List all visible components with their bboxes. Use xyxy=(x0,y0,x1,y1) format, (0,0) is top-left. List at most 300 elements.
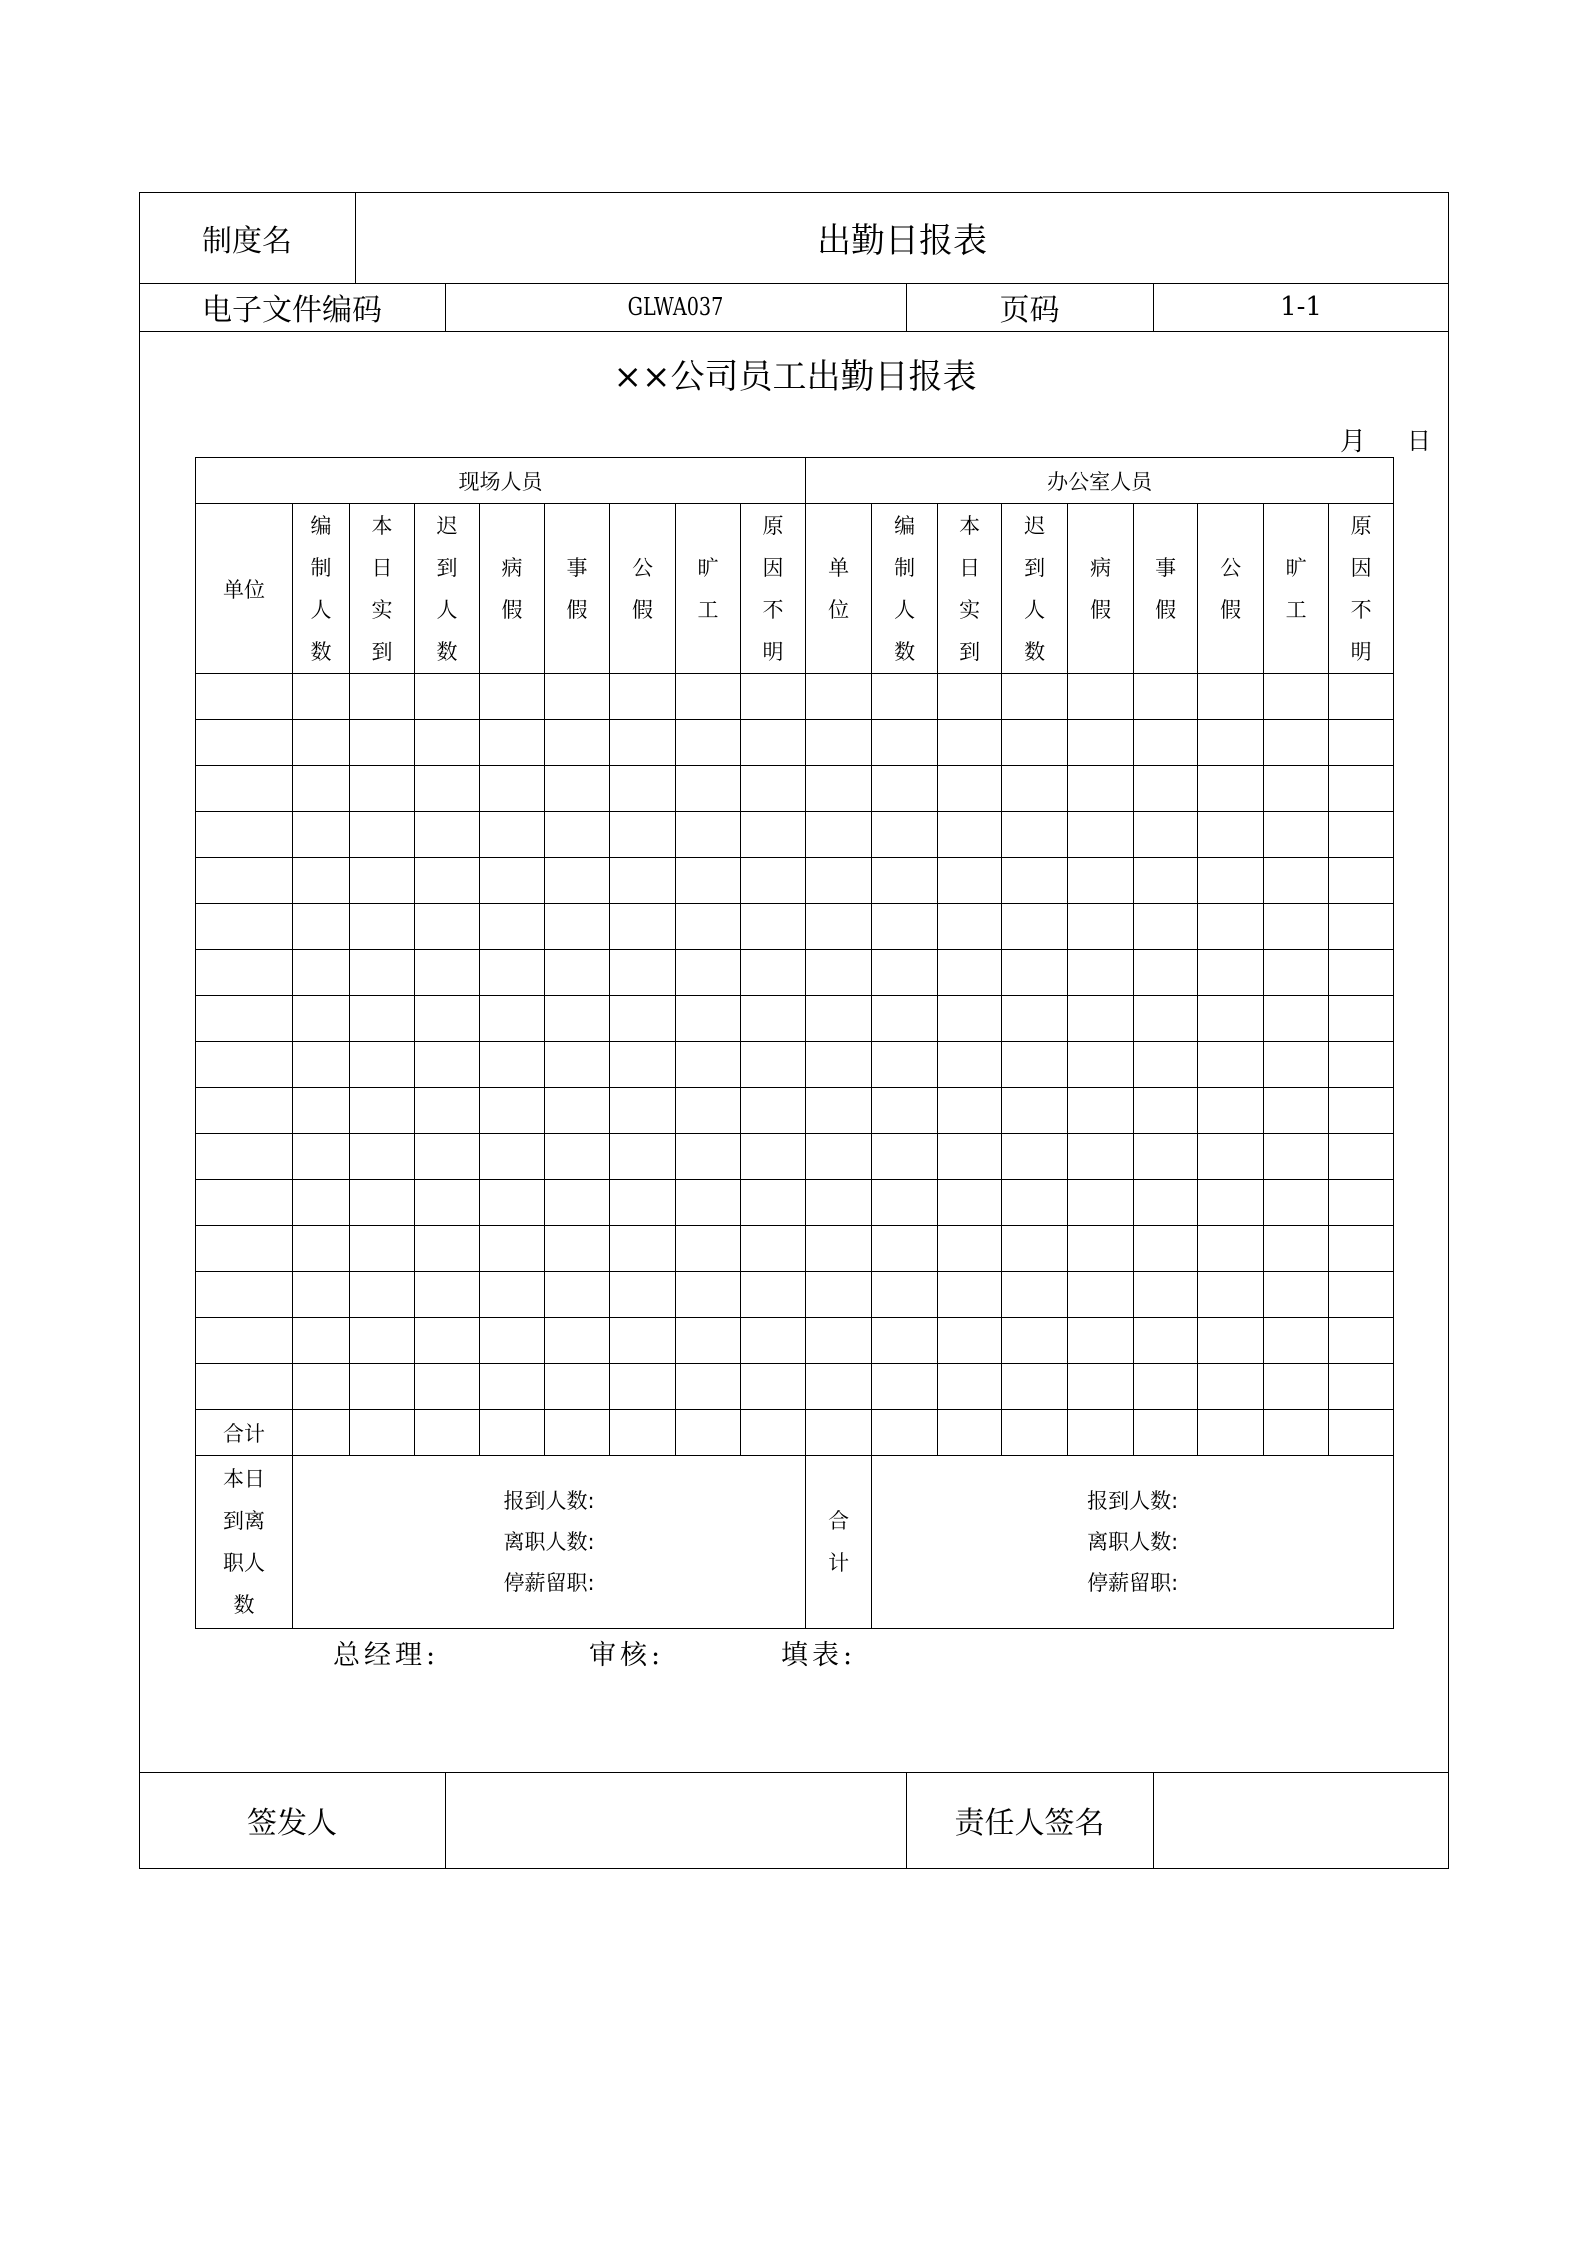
table-cell[interactable] xyxy=(1002,1042,1068,1088)
table-cell[interactable] xyxy=(806,812,872,858)
table-cell[interactable] xyxy=(1329,812,1394,858)
table-cell[interactable] xyxy=(1198,950,1264,996)
table-cell[interactable] xyxy=(350,1042,415,1088)
table-cell[interactable] xyxy=(1264,1272,1329,1318)
table-cell[interactable] xyxy=(741,858,806,904)
table-cell[interactable] xyxy=(676,720,741,766)
table-cell[interactable] xyxy=(545,812,610,858)
table-cell[interactable] xyxy=(293,1088,350,1134)
table-cell[interactable] xyxy=(1002,1226,1068,1272)
table-cell[interactable] xyxy=(1329,1318,1394,1364)
table-cell[interactable] xyxy=(545,766,610,812)
table-cell[interactable] xyxy=(1264,904,1329,950)
responsible-signature-field[interactable] xyxy=(1153,1772,1449,1868)
total-cell[interactable] xyxy=(545,1410,610,1456)
reviewer-signature[interactable]: 审核: xyxy=(589,1640,665,1671)
table-cell[interactable] xyxy=(806,674,872,720)
table-cell[interactable] xyxy=(415,766,480,812)
table-cell[interactable] xyxy=(610,1088,676,1134)
table-cell[interactable] xyxy=(741,766,806,812)
table-cell[interactable] xyxy=(1002,858,1068,904)
onsite-movement-fields[interactable] xyxy=(293,1456,806,1629)
table-cell[interactable] xyxy=(1068,1364,1134,1410)
table-cell[interactable] xyxy=(545,1226,610,1272)
table-cell[interactable] xyxy=(1198,1088,1264,1134)
table-cell[interactable] xyxy=(1134,904,1198,950)
table-cell[interactable] xyxy=(1329,904,1394,950)
table-cell[interactable] xyxy=(676,1134,741,1180)
table-cell[interactable] xyxy=(545,1364,610,1410)
table-cell[interactable] xyxy=(1134,950,1198,996)
table-cell[interactable] xyxy=(1329,996,1394,1042)
table-cell[interactable] xyxy=(1068,812,1134,858)
table-cell[interactable] xyxy=(610,720,676,766)
table-cell[interactable] xyxy=(480,1318,545,1364)
table-cell[interactable] xyxy=(1264,950,1329,996)
table-cell[interactable] xyxy=(938,720,1002,766)
table-cell[interactable] xyxy=(676,858,741,904)
table-cell[interactable] xyxy=(676,1364,741,1410)
table-cell[interactable] xyxy=(806,1318,872,1364)
table-cell[interactable] xyxy=(610,812,676,858)
table-cell[interactable] xyxy=(1068,1318,1134,1364)
table-cell[interactable] xyxy=(350,766,415,812)
table-cell[interactable] xyxy=(293,1318,350,1364)
table-cell[interactable] xyxy=(872,1088,938,1134)
table-cell[interactable] xyxy=(480,812,545,858)
table-cell[interactable] xyxy=(1068,720,1134,766)
table-cell[interactable] xyxy=(806,1134,872,1180)
table-cell[interactable] xyxy=(1198,996,1264,1042)
table-cell[interactable] xyxy=(293,1364,350,1410)
total-cell[interactable] xyxy=(741,1410,806,1456)
table-cell[interactable] xyxy=(350,1088,415,1134)
table-cell[interactable] xyxy=(1134,766,1198,812)
total-cell[interactable] xyxy=(1264,1410,1329,1456)
total-cell[interactable] xyxy=(293,1410,350,1456)
table-cell[interactable] xyxy=(415,904,480,950)
table-cell[interactable] xyxy=(610,1318,676,1364)
table-cell[interactable] xyxy=(1198,1180,1264,1226)
table-cell[interactable] xyxy=(872,812,938,858)
table-cell[interactable] xyxy=(938,996,1002,1042)
table-cell[interactable] xyxy=(1134,858,1198,904)
table-cell[interactable] xyxy=(1068,1042,1134,1088)
table-cell[interactable] xyxy=(1068,1134,1134,1180)
table-cell[interactable] xyxy=(610,996,676,1042)
table-cell[interactable] xyxy=(872,1042,938,1088)
table-cell[interactable] xyxy=(806,766,872,812)
table-cell[interactable] xyxy=(293,858,350,904)
table-cell[interactable] xyxy=(480,674,545,720)
table-cell[interactable] xyxy=(1198,812,1264,858)
table-cell[interactable] xyxy=(1264,720,1329,766)
table-cell[interactable] xyxy=(1134,674,1198,720)
table-cell[interactable] xyxy=(806,1042,872,1088)
table-cell[interactable] xyxy=(415,812,480,858)
table-cell[interactable] xyxy=(415,1180,480,1226)
table-cell[interactable] xyxy=(741,720,806,766)
table-cell[interactable] xyxy=(1264,812,1329,858)
table-cell[interactable] xyxy=(1068,858,1134,904)
table-cell[interactable] xyxy=(350,950,415,996)
table-cell[interactable] xyxy=(545,1180,610,1226)
table-cell[interactable] xyxy=(1198,766,1264,812)
table-cell[interactable] xyxy=(938,766,1002,812)
table-cell[interactable] xyxy=(196,1318,293,1364)
table-cell[interactable] xyxy=(872,766,938,812)
table-cell[interactable] xyxy=(293,904,350,950)
table-cell[interactable] xyxy=(676,1226,741,1272)
table-cell[interactable] xyxy=(196,950,293,996)
table-cell[interactable] xyxy=(938,674,1002,720)
table-cell[interactable] xyxy=(1002,674,1068,720)
table-cell[interactable] xyxy=(1329,1272,1394,1318)
table-cell[interactable] xyxy=(1329,858,1394,904)
table-cell[interactable] xyxy=(1198,1272,1264,1318)
table-cell[interactable] xyxy=(196,1088,293,1134)
table-cell[interactable] xyxy=(196,1042,293,1088)
table-cell[interactable] xyxy=(1134,1272,1198,1318)
total-cell[interactable] xyxy=(1329,1410,1394,1456)
table-cell[interactable] xyxy=(741,1272,806,1318)
issuer-field[interactable] xyxy=(445,1772,906,1868)
table-cell[interactable] xyxy=(415,858,480,904)
total-cell[interactable] xyxy=(806,1410,872,1456)
table-cell[interactable] xyxy=(741,904,806,950)
table-cell[interactable] xyxy=(196,674,293,720)
table-cell[interactable] xyxy=(938,1364,1002,1410)
table-cell[interactable] xyxy=(676,904,741,950)
table-cell[interactable] xyxy=(350,1318,415,1364)
table-cell[interactable] xyxy=(1264,1364,1329,1410)
table-cell[interactable] xyxy=(610,950,676,996)
table-cell[interactable] xyxy=(741,1042,806,1088)
table-cell[interactable] xyxy=(196,766,293,812)
table-cell[interactable] xyxy=(872,1134,938,1180)
table-cell[interactable] xyxy=(676,996,741,1042)
table-cell[interactable] xyxy=(350,1134,415,1180)
table-cell[interactable] xyxy=(610,766,676,812)
table-cell[interactable] xyxy=(1264,1318,1329,1364)
table-cell[interactable] xyxy=(676,674,741,720)
table-cell[interactable] xyxy=(1068,766,1134,812)
table-cell[interactable] xyxy=(415,1364,480,1410)
table-cell[interactable] xyxy=(676,1272,741,1318)
table-cell[interactable] xyxy=(1134,1226,1198,1272)
table-cell[interactable] xyxy=(350,858,415,904)
table-cell[interactable] xyxy=(480,996,545,1042)
table-cell[interactable] xyxy=(741,674,806,720)
total-cell[interactable] xyxy=(1068,1410,1134,1456)
table-cell[interactable] xyxy=(806,1364,872,1410)
table-cell[interactable] xyxy=(480,858,545,904)
table-cell[interactable] xyxy=(1329,766,1394,812)
table-cell[interactable] xyxy=(415,1042,480,1088)
table-cell[interactable] xyxy=(1198,674,1264,720)
table-cell[interactable] xyxy=(350,996,415,1042)
table-cell[interactable] xyxy=(545,1042,610,1088)
total-cell[interactable] xyxy=(415,1410,480,1456)
table-cell[interactable] xyxy=(1198,1318,1264,1364)
table-cell[interactable] xyxy=(1329,1088,1394,1134)
total-cell[interactable] xyxy=(938,1410,1002,1456)
table-cell[interactable] xyxy=(1134,812,1198,858)
table-cell[interactable] xyxy=(415,1134,480,1180)
table-cell[interactable] xyxy=(806,904,872,950)
table-cell[interactable] xyxy=(196,996,293,1042)
table-cell[interactable] xyxy=(806,1226,872,1272)
table-cell[interactable] xyxy=(1134,1364,1198,1410)
table-cell[interactable] xyxy=(293,766,350,812)
table-cell[interactable] xyxy=(1264,1226,1329,1272)
table-cell[interactable] xyxy=(196,1226,293,1272)
table-cell[interactable] xyxy=(806,996,872,1042)
table-cell[interactable] xyxy=(545,674,610,720)
table-cell[interactable] xyxy=(872,1180,938,1226)
preparer-signature[interactable]: 填表: xyxy=(781,1640,857,1671)
table-cell[interactable] xyxy=(545,904,610,950)
table-cell[interactable] xyxy=(1002,996,1068,1042)
table-cell[interactable] xyxy=(545,1134,610,1180)
table-cell[interactable] xyxy=(1134,1180,1198,1226)
table-cell[interactable] xyxy=(1002,766,1068,812)
total-cell[interactable] xyxy=(480,1410,545,1456)
table-cell[interactable] xyxy=(1134,996,1198,1042)
table-cell[interactable] xyxy=(938,1318,1002,1364)
table-cell[interactable] xyxy=(741,1318,806,1364)
table-cell[interactable] xyxy=(415,720,480,766)
office-movement-fields[interactable] xyxy=(872,1456,1394,1629)
table-cell[interactable] xyxy=(1068,1180,1134,1226)
table-cell[interactable] xyxy=(415,674,480,720)
table-cell[interactable] xyxy=(293,1180,350,1226)
total-cell[interactable] xyxy=(610,1410,676,1456)
table-cell[interactable] xyxy=(1198,1364,1264,1410)
table-cell[interactable] xyxy=(1068,1226,1134,1272)
table-cell[interactable] xyxy=(480,766,545,812)
table-cell[interactable] xyxy=(1002,1180,1068,1226)
table-cell[interactable] xyxy=(741,1364,806,1410)
table-cell[interactable] xyxy=(872,1226,938,1272)
table-cell[interactable] xyxy=(806,1272,872,1318)
table-cell[interactable] xyxy=(1264,674,1329,720)
table-cell[interactable] xyxy=(293,1272,350,1318)
table-cell[interactable] xyxy=(293,1226,350,1272)
table-cell[interactable] xyxy=(872,950,938,996)
table-cell[interactable] xyxy=(415,1318,480,1364)
table-cell[interactable] xyxy=(1068,950,1134,996)
table-cell[interactable] xyxy=(480,1272,545,1318)
table-cell[interactable] xyxy=(415,1226,480,1272)
table-cell[interactable] xyxy=(480,950,545,996)
table-cell[interactable] xyxy=(1329,1042,1394,1088)
table-cell[interactable] xyxy=(872,1318,938,1364)
table-cell[interactable] xyxy=(293,996,350,1042)
table-cell[interactable] xyxy=(480,1180,545,1226)
table-cell[interactable] xyxy=(676,1042,741,1088)
table-cell[interactable] xyxy=(610,858,676,904)
table-cell[interactable] xyxy=(545,720,610,766)
table-cell[interactable] xyxy=(350,1180,415,1226)
table-cell[interactable] xyxy=(676,1318,741,1364)
table-cell[interactable] xyxy=(1329,950,1394,996)
table-cell[interactable] xyxy=(938,1042,1002,1088)
table-cell[interactable] xyxy=(872,1364,938,1410)
table-cell[interactable] xyxy=(1329,720,1394,766)
table-cell[interactable] xyxy=(1264,1088,1329,1134)
table-cell[interactable] xyxy=(1264,766,1329,812)
table-cell[interactable] xyxy=(610,1226,676,1272)
table-cell[interactable] xyxy=(1198,720,1264,766)
table-cell[interactable] xyxy=(196,812,293,858)
table-cell[interactable] xyxy=(1068,674,1134,720)
table-cell[interactable] xyxy=(806,950,872,996)
table-cell[interactable] xyxy=(872,1272,938,1318)
table-cell[interactable] xyxy=(293,1042,350,1088)
table-cell[interactable] xyxy=(1198,858,1264,904)
table-cell[interactable] xyxy=(938,1134,1002,1180)
table-cell[interactable] xyxy=(415,996,480,1042)
table-cell[interactable] xyxy=(1134,1318,1198,1364)
table-cell[interactable] xyxy=(741,1134,806,1180)
table-cell[interactable] xyxy=(610,904,676,950)
table-cell[interactable] xyxy=(1329,674,1394,720)
total-cell[interactable] xyxy=(1198,1410,1264,1456)
table-cell[interactable] xyxy=(1329,1180,1394,1226)
table-cell[interactable] xyxy=(741,950,806,996)
total-cell[interactable] xyxy=(1134,1410,1198,1456)
table-cell[interactable] xyxy=(938,1226,1002,1272)
table-cell[interactable] xyxy=(1002,1088,1068,1134)
table-cell[interactable] xyxy=(480,1042,545,1088)
table-cell[interactable] xyxy=(1068,904,1134,950)
table-cell[interactable] xyxy=(196,858,293,904)
table-cell[interactable] xyxy=(1329,1226,1394,1272)
table-cell[interactable] xyxy=(938,812,1002,858)
table-cell[interactable] xyxy=(1134,1088,1198,1134)
table-cell[interactable] xyxy=(938,1180,1002,1226)
table-cell[interactable] xyxy=(938,858,1002,904)
table-cell[interactable] xyxy=(196,720,293,766)
table-cell[interactable] xyxy=(741,996,806,1042)
table-cell[interactable] xyxy=(1198,1134,1264,1180)
table-cell[interactable] xyxy=(1002,950,1068,996)
table-cell[interactable] xyxy=(938,1088,1002,1134)
table-cell[interactable] xyxy=(741,1226,806,1272)
table-cell[interactable] xyxy=(1264,1042,1329,1088)
table-cell[interactable] xyxy=(872,858,938,904)
table-cell[interactable] xyxy=(1002,1364,1068,1410)
table-cell[interactable] xyxy=(1068,1088,1134,1134)
table-cell[interactable] xyxy=(806,720,872,766)
table-cell[interactable] xyxy=(872,996,938,1042)
table-cell[interactable] xyxy=(741,812,806,858)
table-cell[interactable] xyxy=(1068,1272,1134,1318)
table-cell[interactable] xyxy=(676,766,741,812)
table-cell[interactable] xyxy=(196,1134,293,1180)
table-cell[interactable] xyxy=(350,674,415,720)
table-cell[interactable] xyxy=(480,1134,545,1180)
table-cell[interactable] xyxy=(1264,996,1329,1042)
table-cell[interactable] xyxy=(293,812,350,858)
table-cell[interactable] xyxy=(1134,720,1198,766)
table-cell[interactable] xyxy=(293,1134,350,1180)
table-cell[interactable] xyxy=(293,950,350,996)
table-cell[interactable] xyxy=(938,1272,1002,1318)
table-cell[interactable] xyxy=(545,858,610,904)
table-cell[interactable] xyxy=(806,858,872,904)
table-cell[interactable] xyxy=(1264,1134,1329,1180)
table-cell[interactable] xyxy=(741,1088,806,1134)
table-cell[interactable] xyxy=(1198,904,1264,950)
table-cell[interactable] xyxy=(1002,904,1068,950)
table-cell[interactable] xyxy=(545,950,610,996)
table-cell[interactable] xyxy=(1002,1272,1068,1318)
table-cell[interactable] xyxy=(350,812,415,858)
table-cell[interactable] xyxy=(350,904,415,950)
table-cell[interactable] xyxy=(938,950,1002,996)
table-cell[interactable] xyxy=(415,1272,480,1318)
table-cell[interactable] xyxy=(196,1272,293,1318)
table-cell[interactable] xyxy=(196,904,293,950)
total-cell[interactable] xyxy=(676,1410,741,1456)
table-cell[interactable] xyxy=(610,1364,676,1410)
table-cell[interactable] xyxy=(1264,1180,1329,1226)
table-cell[interactable] xyxy=(350,1226,415,1272)
table-cell[interactable] xyxy=(480,1364,545,1410)
table-cell[interactable] xyxy=(872,720,938,766)
table-cell[interactable] xyxy=(872,904,938,950)
total-cell[interactable] xyxy=(1002,1410,1068,1456)
table-cell[interactable] xyxy=(1002,812,1068,858)
table-cell[interactable] xyxy=(480,904,545,950)
table-cell[interactable] xyxy=(415,950,480,996)
table-cell[interactable] xyxy=(545,996,610,1042)
total-cell[interactable] xyxy=(350,1410,415,1456)
table-cell[interactable] xyxy=(545,1318,610,1364)
table-cell[interactable] xyxy=(610,1272,676,1318)
table-cell[interactable] xyxy=(872,674,938,720)
table-cell[interactable] xyxy=(480,1088,545,1134)
table-cell[interactable] xyxy=(1134,1042,1198,1088)
table-cell[interactable] xyxy=(1329,1364,1394,1410)
table-cell[interactable] xyxy=(938,904,1002,950)
table-cell[interactable] xyxy=(741,1180,806,1226)
table-cell[interactable] xyxy=(1134,1134,1198,1180)
table-cell[interactable] xyxy=(350,1272,415,1318)
table-cell[interactable] xyxy=(480,1226,545,1272)
table-cell[interactable] xyxy=(350,720,415,766)
table-cell[interactable] xyxy=(1002,1134,1068,1180)
table-cell[interactable] xyxy=(480,720,545,766)
table-cell[interactable] xyxy=(610,1042,676,1088)
table-cell[interactable] xyxy=(1198,1042,1264,1088)
table-cell[interactable] xyxy=(1068,996,1134,1042)
table-cell[interactable] xyxy=(610,674,676,720)
table-cell[interactable] xyxy=(676,950,741,996)
table-cell[interactable] xyxy=(293,674,350,720)
table-cell[interactable] xyxy=(1329,1134,1394,1180)
table-cell[interactable] xyxy=(545,1272,610,1318)
table-cell[interactable] xyxy=(806,1180,872,1226)
table-cell[interactable] xyxy=(196,1364,293,1410)
table-cell[interactable] xyxy=(806,1088,872,1134)
table-cell[interactable] xyxy=(1002,1318,1068,1364)
table-cell[interactable] xyxy=(196,1180,293,1226)
table-cell[interactable] xyxy=(676,812,741,858)
table-cell[interactable] xyxy=(676,1180,741,1226)
